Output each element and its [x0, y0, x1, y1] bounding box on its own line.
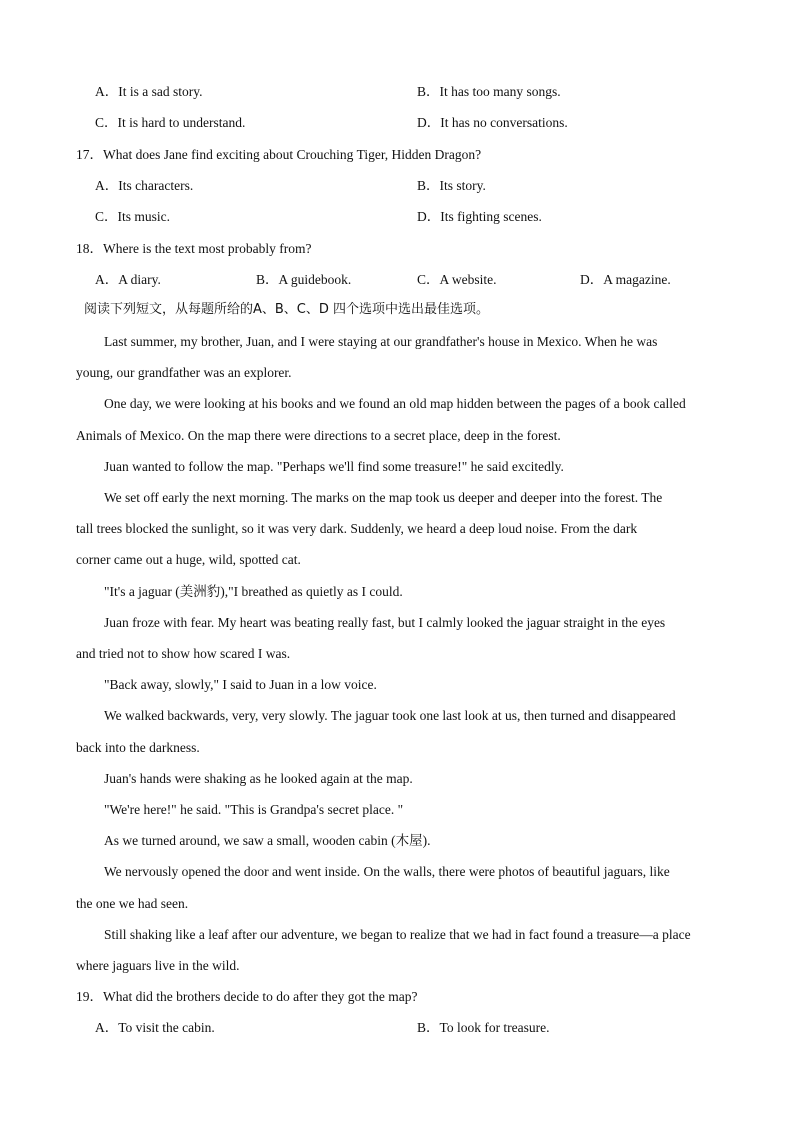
q18-option-d — [580, 271, 671, 289]
q18-option-c — [417, 271, 497, 289]
q18-option-b — [256, 271, 351, 289]
passage-line: We nervously opened the door and went inside. On the walls, there were photos of beautiful jaguars, like — [104, 864, 670, 879]
option-letter: B． — [417, 84, 440, 99]
option-text: A website. — [439, 272, 497, 287]
option-letter: A． — [95, 272, 119, 287]
q17-question: 17．What does Jane find exciting about Crouching Tiger, Hidden Dragon? — [76, 147, 482, 162]
q16-option-c — [95, 114, 245, 132]
option-letter: D． — [417, 209, 441, 224]
passage-line: back into the darkness. — [76, 740, 200, 755]
passage-line: and tried not to show how scared I was. — [76, 646, 291, 661]
option-text: It is a sad story. — [118, 84, 203, 99]
option-letter: A． — [95, 178, 119, 193]
passage-line: corner came out a huge, wild, spotted cat. — [76, 552, 301, 567]
passage-line: "We're here!" he said. "This is Grandpa's secret place. " — [104, 802, 404, 817]
passage-line: Last summer, my brother, Juan, and I were staying at our grandfather's house in Mexico. When he was — [104, 334, 658, 349]
option-letter: A． — [95, 1020, 119, 1035]
option-text: To look for treasure. — [439, 1020, 550, 1035]
option-letter: B． — [256, 272, 279, 287]
option-letter: B． — [417, 178, 440, 193]
option-text: To visit the cabin. — [118, 1020, 215, 1035]
passage-line: One day, we were looking at his books and we found an old map hidden between the pages of a book called — [104, 396, 686, 411]
passage-line: Juan's hands were shaking as he looked again at the map. — [104, 771, 413, 786]
reading-instruction: 阅读下列短文，从每题所给的A、B、C、D 四个选项中选出最佳选项。 — [84, 302, 490, 317]
option-letter: C． — [95, 209, 118, 224]
q17-option-b — [417, 177, 486, 195]
option-text: Its music. — [117, 209, 171, 224]
q16-option-a — [95, 83, 203, 101]
passage-line: Animals of Mexico. On the map there were directions to a secret place, deep in the forest. — [76, 428, 561, 443]
q16-option-b — [417, 83, 561, 101]
passage-line: Still shaking like a leaf after our adventure, we began to realize that we had in fact found a treasure—a place — [104, 927, 691, 942]
q17-option-c — [95, 208, 170, 226]
passage-line: "Back away, slowly," I said to Juan in a low voice. — [104, 677, 377, 692]
option-text: It is hard to understand. — [117, 115, 246, 130]
passage-line: Juan wanted to follow the map. "Perhaps we'll find some treasure!" he said excitedly. — [104, 459, 564, 474]
option-text: It has no conversations. — [440, 115, 568, 130]
option-text: A magazine. — [603, 272, 671, 287]
option-letter: D． — [580, 272, 604, 287]
passage-line: We walked backwards, very, very slowly. The jaguar took one last look at us, then turned and disappeared — [104, 708, 676, 723]
q18-option-a — [95, 271, 161, 289]
option-text: It has too many songs. — [439, 84, 561, 99]
option-letter: C． — [417, 272, 440, 287]
passage-line: tall trees blocked the sunlight, so it was very dark. Suddenly, we heard a deep loud noise. From the dark — [76, 521, 638, 536]
option-letter: D． — [417, 115, 441, 130]
passage-line: As we turned around, we saw a small, wooden cabin (木屋). — [104, 833, 431, 848]
option-text: A guidebook. — [278, 272, 352, 287]
option-letter: C． — [95, 115, 118, 130]
option-text: Its story. — [439, 178, 486, 193]
option-letter: B． — [417, 1020, 440, 1035]
passage-line: "It's a jaguar (美洲豹),"I breathed as quietly as I could. — [104, 584, 403, 599]
option-text: A diary. — [118, 272, 161, 287]
q16-option-d — [417, 114, 568, 132]
passage-line: the one we had seen. — [76, 896, 189, 911]
q19-question: 19．What did the brothers decide to do after they got the map? — [76, 989, 418, 1004]
option-text: Its characters. — [118, 178, 194, 193]
passage-line: young, our grandfather was an explorer. — [76, 365, 292, 380]
q19-option-b — [417, 1019, 550, 1037]
option-text: Its fighting scenes. — [440, 209, 542, 224]
q17-option-d — [417, 208, 542, 226]
passage-line: We set off early the next morning. The marks on the map took us deeper and deeper into the forest. The — [104, 490, 663, 505]
q19-option-a — [95, 1019, 215, 1037]
passage-line: Juan froze with fear. My heart was beating really fast, but I calmly looked the jaguar straight in the eyes — [104, 615, 666, 630]
passage-line: where jaguars live in the wild. — [76, 958, 240, 973]
option-letter: A． — [95, 84, 119, 99]
q17-option-a — [95, 177, 193, 195]
q18-question: 18．Where is the text most probably from? — [76, 241, 312, 256]
